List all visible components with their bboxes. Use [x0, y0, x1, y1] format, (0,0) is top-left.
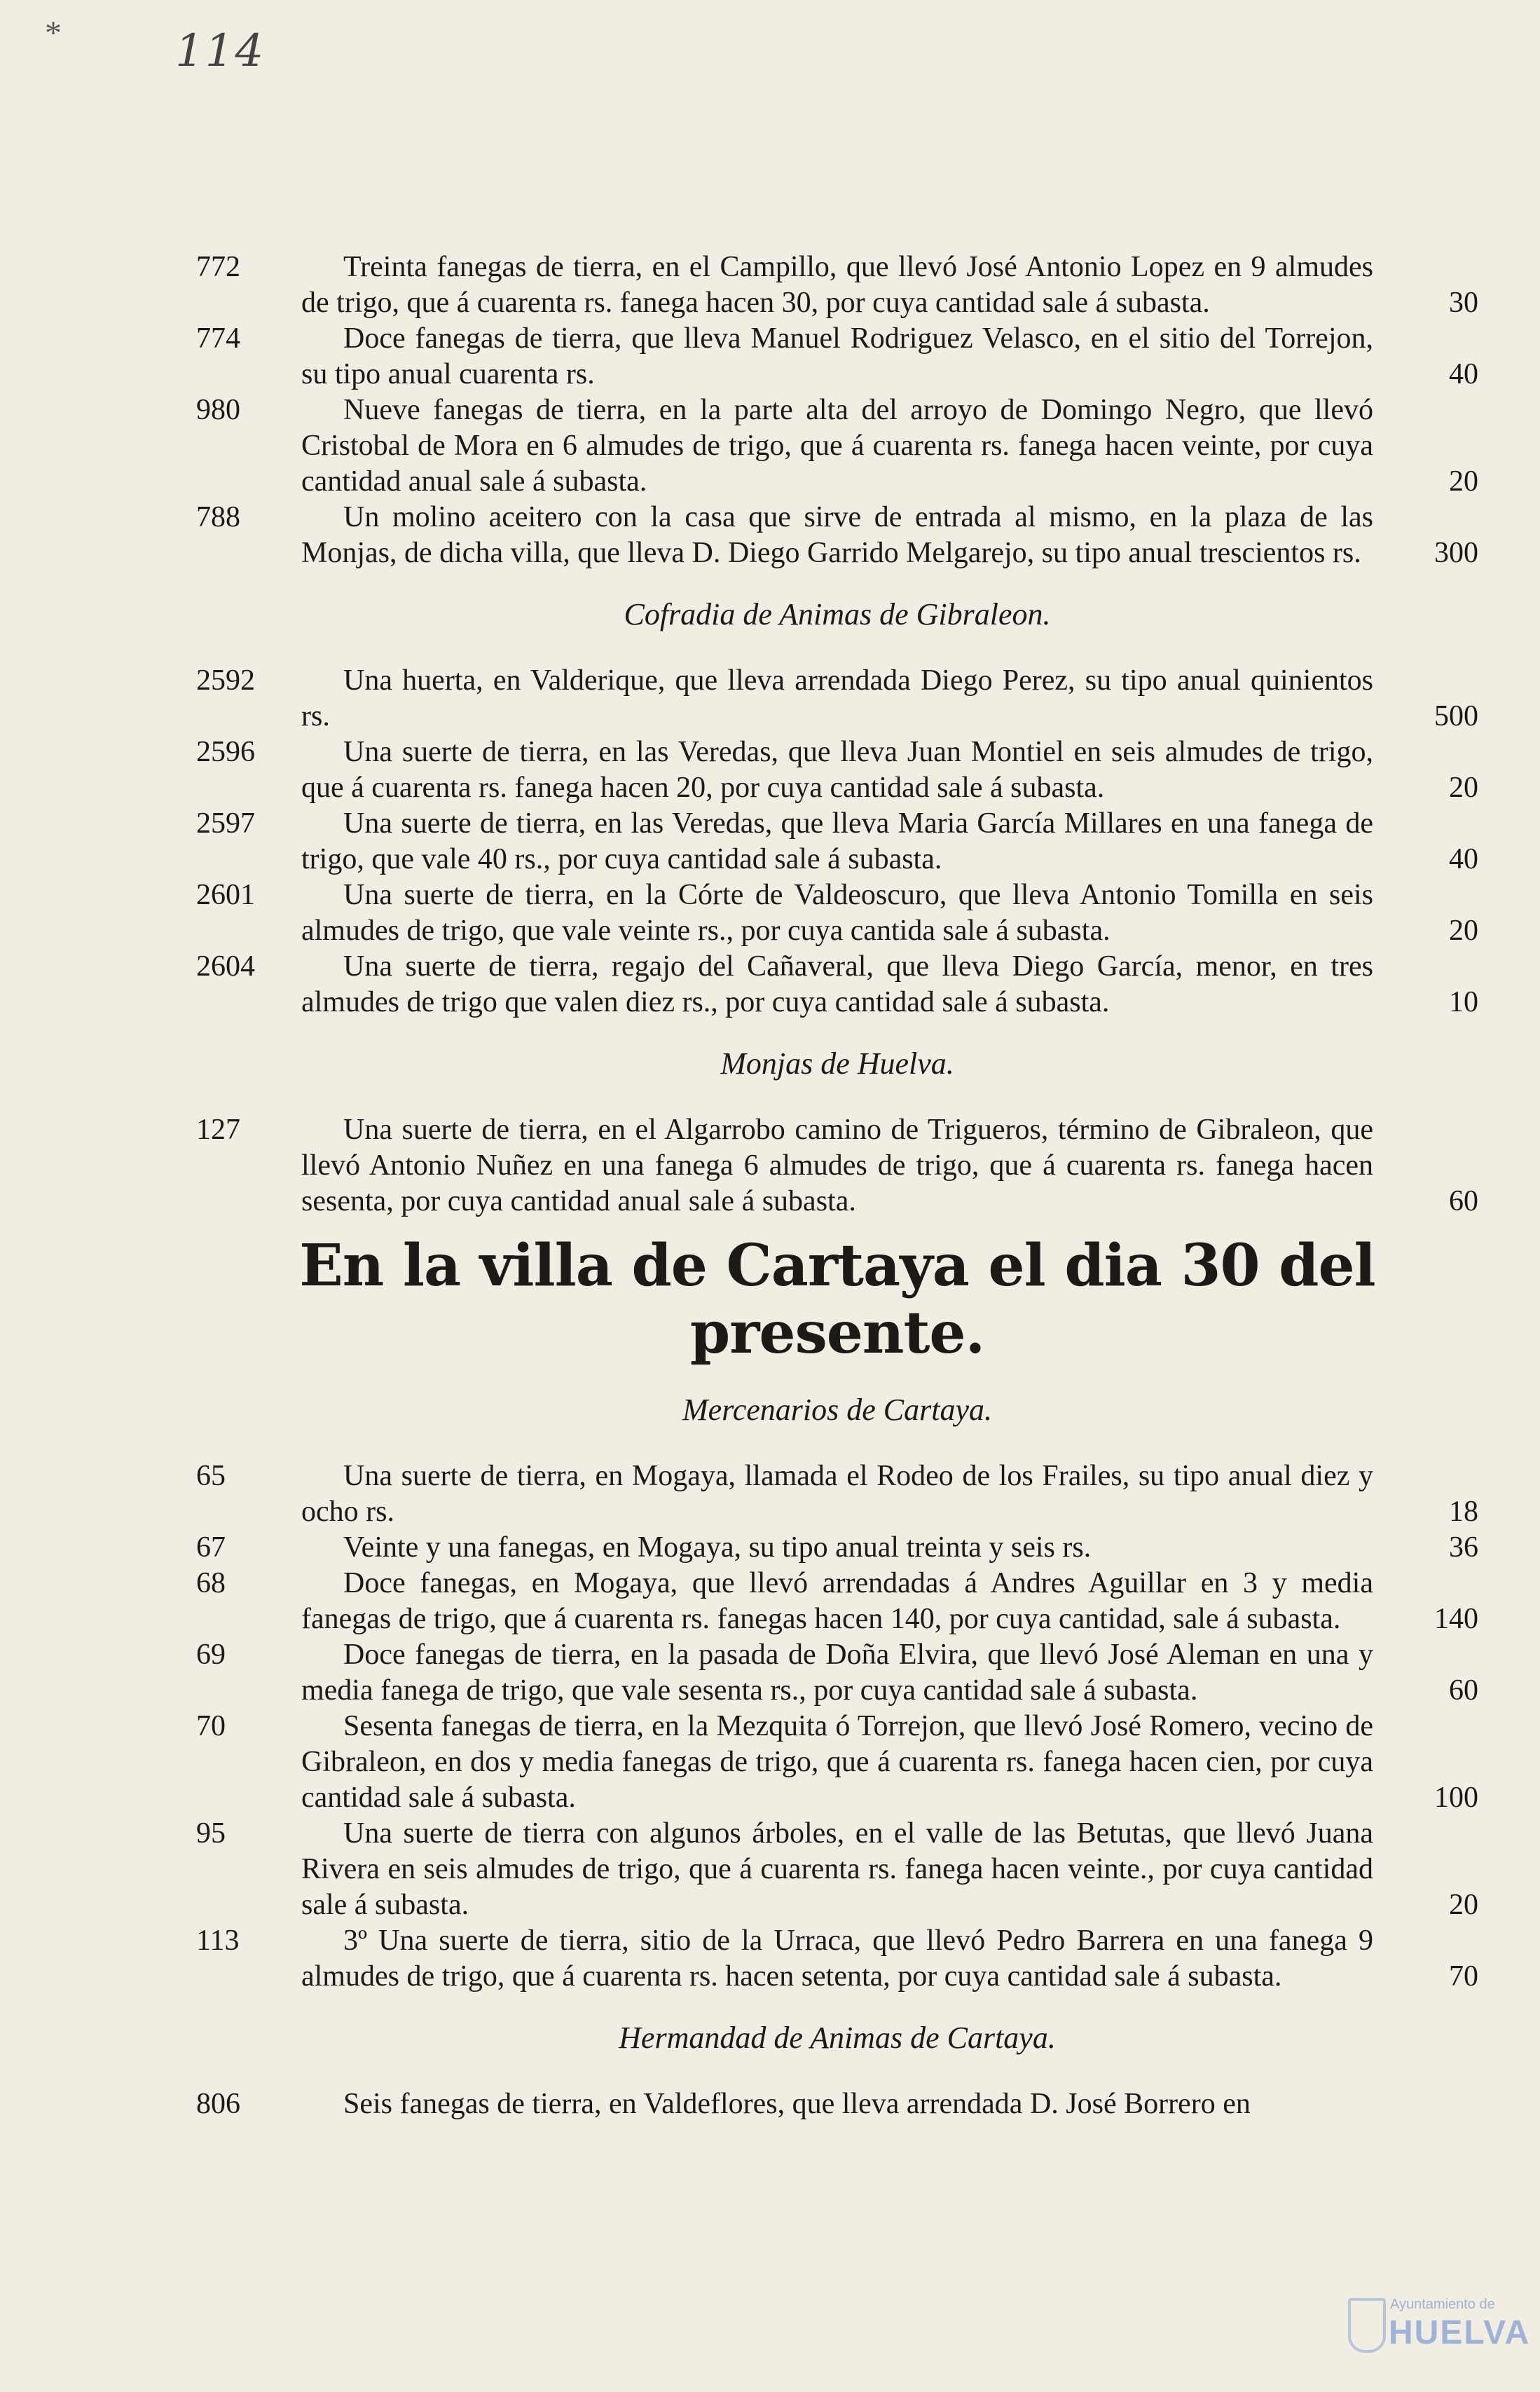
- lot-entry: [196, 949, 1478, 1020]
- lot-description: Una suerte de tierra con algunos árboles, en el valle de las Betutas, que llevó Juana Rivera en seis almudes de trigo, que á cuarenta rs. fanega hacen veinte., por cuya cantidad sale á subasta.: [301, 1817, 1373, 1921]
- lot-number: 774: [196, 322, 240, 355]
- lot-amount: 20: [1449, 915, 1478, 947]
- lot-entry: [196, 2086, 1478, 2122]
- lot-description: Una suerte de tierra, regajo del Cañaveral, que lleva Diego García, menor, en tres almudes de trigo que valen diez rs., por cuya cantidad sale á subasta.: [301, 950, 1373, 1018]
- lot-description: Doce fanegas de tierra, en la pasada de Doña Elvira, que llevó José Aleman en una y media fanega de trigo, que vale sesenta rs., por cuya cantidad sale á subasta.: [301, 1639, 1373, 1707]
- lot-number: 69: [196, 1639, 226, 1671]
- lot-entry: [196, 806, 1478, 877]
- archive-stamp: [1348, 2290, 1531, 2374]
- lot-number: 113: [196, 1925, 240, 1957]
- stamp-caption: Ayuntamiento de: [1390, 2297, 1495, 2312]
- lot-entry: [196, 1530, 1478, 1566]
- lot-number: 68: [196, 1567, 226, 1599]
- lot-amount: 20: [1449, 1889, 1478, 1921]
- lot-entry: [196, 250, 1478, 321]
- section-title: Monjas de Huelva.: [720, 1046, 954, 1081]
- lot-number: 95: [196, 1817, 226, 1850]
- lot-number: 806: [196, 2088, 240, 2120]
- lot-amount: 60: [1449, 1185, 1478, 1217]
- lot-description: Treinta fanegas de tierra, en el Campillo, que llevó José Antonio Lopez en 9 almudes de trigo, que á cuarenta rs. fanega hacen 30, por cuya cantidad sale á subasta.: [301, 251, 1373, 319]
- lot-description: 3º Una suerte de tierra, sitio de la Urraca, que llevó Pedro Barrera en una fanega 9 almudes de trigo, que á cuarenta rs. hacen setenta, por cuya cantidad sale á subasta.: [301, 1925, 1373, 1993]
- lot-entry: [196, 1637, 1478, 1709]
- lot-amount: 60: [1449, 1674, 1478, 1707]
- lot-entry: [196, 734, 1478, 806]
- lot-number: 980: [196, 394, 240, 426]
- lot-amount: 30: [1449, 287, 1478, 319]
- lot-amount: 10: [1449, 986, 1478, 1018]
- lot-amount: 70: [1449, 1960, 1478, 1993]
- lot-number: 70: [196, 1710, 226, 1742]
- lot-entry: [196, 1923, 1478, 1995]
- lot-number: 772: [196, 251, 240, 283]
- lot-description: Nueve fanegas de tierra, en la parte alta del arroyo de Domingo Negro, que llevó Cristobal de Mora en 6 almudes de trigo, que á cuarenta rs. fanega hacen veinte, por cuya cantidad anual sale á subasta.: [301, 394, 1373, 498]
- lot-entry: [196, 1566, 1478, 1637]
- lot-number: 2592: [196, 664, 255, 697]
- corner-mark: *: [45, 15, 62, 52]
- lot-number: 2596: [196, 736, 255, 768]
- lot-entry: [196, 500, 1478, 571]
- lot-number: 65: [196, 1460, 226, 1492]
- lot-description: Una huerta, en Valderique, que lleva arrendada Diego Perez, su tipo anual quinientos rs.: [301, 664, 1373, 732]
- lot-description: Doce fanegas, en Mogaya, que llevó arrendadas á Andres Aguillar en 3 y media fanegas de trigo, que á cuarenta rs. fanegas hacen 140, por cuya cantidad, sale á subasta.: [301, 1567, 1373, 1635]
- lot-amount: 500: [1434, 700, 1478, 732]
- lot-entry: [196, 663, 1478, 734]
- lot-entry: [196, 1816, 1478, 1923]
- lot-amount: 40: [1449, 843, 1478, 875]
- lot-amount: 18: [1449, 1496, 1478, 1528]
- lot-entry: [196, 321, 1478, 392]
- section-title: Mercenarios de Cartaya.: [682, 1393, 992, 1427]
- lot-description: Una suerte de tierra, en Mogaya, llamada el Rodeo de los Frailes, su tipo anual diez y ocho rs.: [301, 1460, 1373, 1528]
- lot-number: 67: [196, 1531, 226, 1564]
- lot-entry: [196, 1709, 1478, 1816]
- lot-description: Doce fanegas de tierra, que lleva Manuel Rodriguez Velasco, en el sitio del Torrejon, su tipo anual cuarenta rs.: [301, 322, 1373, 390]
- lot-description: Una suerte de tierra, en la Córte de Valdeoscuro, que lleva Antonio Tomilla en seis almudes de trigo, que vale veinte rs., por cuya cantida sale á subasta.: [301, 879, 1373, 947]
- document-body: [196, 250, 1478, 2122]
- auction-location-heading: En la villa de Cartaya el dia 30 del presente.: [299, 1232, 1375, 1367]
- lot-entry: [196, 1458, 1478, 1530]
- stamp-name: HUELVA: [1389, 2314, 1531, 2351]
- lot-amount: 40: [1449, 358, 1478, 390]
- lot-amount: 140: [1434, 1603, 1478, 1635]
- lot-entry: [196, 1112, 1478, 1219]
- lot-number: 788: [196, 501, 240, 533]
- lot-description: Una suerte de tierra, en el Algarrobo camino de Trigueros, término de Gibraleon, que llevó Antonio Nuñez en una fanega 6 almudes de trigo, que á cuarenta rs. fanega hacen sesenta, por cuya cantidad anual sale á subasta.: [301, 1114, 1373, 1217]
- lot-description: Seis fanegas de tierra, en Valdeflores, que lleva arrendada D. José Borrero en: [343, 2088, 1251, 2120]
- section-title: Hermandad de Animas de Cartaya.: [619, 2021, 1056, 2055]
- lot-description: Un molino aceitero con la casa que sirve de entrada al mismo, en la plaza de las Monjas, de dicha villa, que lleva D. Diego Garrido Melgarejo, su tipo anual trescientos rs.: [301, 501, 1373, 569]
- lot-number: 2597: [196, 807, 255, 840]
- lot-entry: [196, 392, 1478, 500]
- lot-number: 127: [196, 1114, 240, 1146]
- lot-amount: 36: [1449, 1531, 1478, 1564]
- lot-description: Veinte y una fanegas, en Mogaya, su tipo anual treinta y seis rs.: [343, 1531, 1092, 1564]
- section-title: Cofradia de Animas de Gibraleon.: [624, 597, 1051, 631]
- lot-description: Sesenta fanegas de tierra, en la Mezquita ó Torrejon, que llevó José Romero, vecino de Gibraleon, en dos y media fanegas de trigo, que á cuarenta rs. fanega hacen cien, por cuya cantidad sale á subasta.: [301, 1710, 1373, 1814]
- lot-number: 2601: [196, 879, 255, 911]
- page-number: 114: [175, 25, 266, 77]
- shield-icon: [1348, 2298, 1386, 2353]
- lot-amount: 300: [1434, 537, 1478, 569]
- lot-amount: 100: [1434, 1782, 1478, 1814]
- lot-description: Una suerte de tierra, en las Veredas, que lleva Maria García Millares en una fanega de trigo, que vale 40 rs., por cuya cantidad sale á subasta.: [301, 807, 1373, 875]
- lot-amount: 20: [1449, 772, 1478, 804]
- lot-entry: [196, 877, 1478, 949]
- lot-description: Una suerte de tierra, en las Veredas, que lleva Juan Montiel en seis almudes de trigo, que á cuarenta rs. fanega hacen 20, por cuya cantidad sale á subasta.: [301, 736, 1373, 804]
- lot-amount: 20: [1449, 465, 1478, 498]
- lot-number: 2604: [196, 950, 255, 983]
